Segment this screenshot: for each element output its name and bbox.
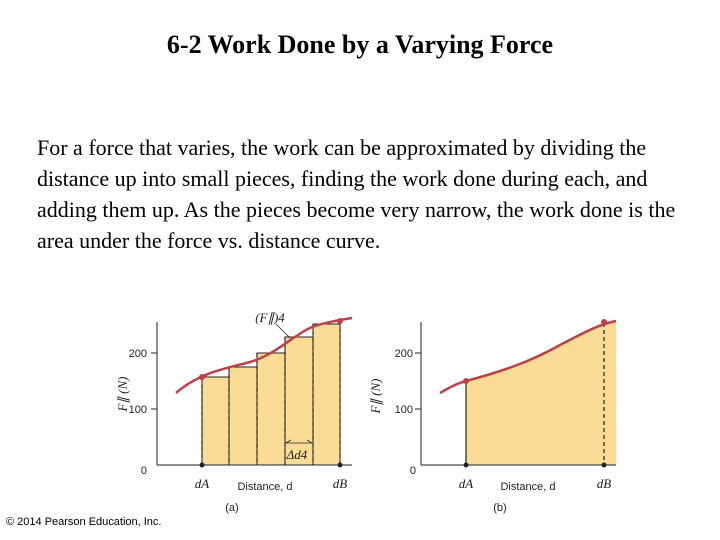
x-start-label: dA [458,476,474,491]
y-tick-label: 100 [128,404,147,416]
end-point-marker [337,318,343,324]
start-point-marker [463,378,469,384]
start-point-marker [199,374,205,380]
approximation-bar [313,324,340,465]
x-end-label: dB [332,476,348,491]
x-axis-label: Distance, d [237,481,293,493]
approximation-bar [257,353,285,465]
area-under-curve [466,321,616,465]
y-axis-label: F∥ (N) [368,378,383,414]
x-end-label: dB [596,476,612,491]
slide-title: 6-2 Work Done by a Varying Force [166,30,554,59]
bar-height-label: (F∥)4 [255,310,285,325]
approximation-bar [229,367,257,465]
x-axis-label: Distance, d [500,481,556,493]
x-start-label: dA [194,476,210,491]
figure-caption: (a) [225,502,239,514]
y-tick-label: 100 [394,404,413,416]
copyright-notice: © 2014 Pearson Education, Inc. [6,516,162,528]
slide-body-text: For a force that varies, the work can be approximated by dividing the distance up into small pieces, finding the work done during each, and adding them up. As the pieces become very narrow, the work done is the area under the force vs. distance curve. [37,135,676,253]
y-tick-label: 200 [128,348,147,360]
approximation-bar [285,337,313,465]
figure-caption: (b) [493,502,507,514]
figure-a [115,310,352,514]
y-tick-label: 200 [394,348,413,360]
bar-width-label: Δd4 [286,447,308,462]
approximation-bar [202,377,229,465]
y-axis-label: F∥ (N) [115,376,130,412]
y-tick-label: 0 [409,465,416,477]
y-tick-label: 0 [140,465,147,477]
figure-b [368,319,616,514]
end-point-marker [601,319,607,325]
